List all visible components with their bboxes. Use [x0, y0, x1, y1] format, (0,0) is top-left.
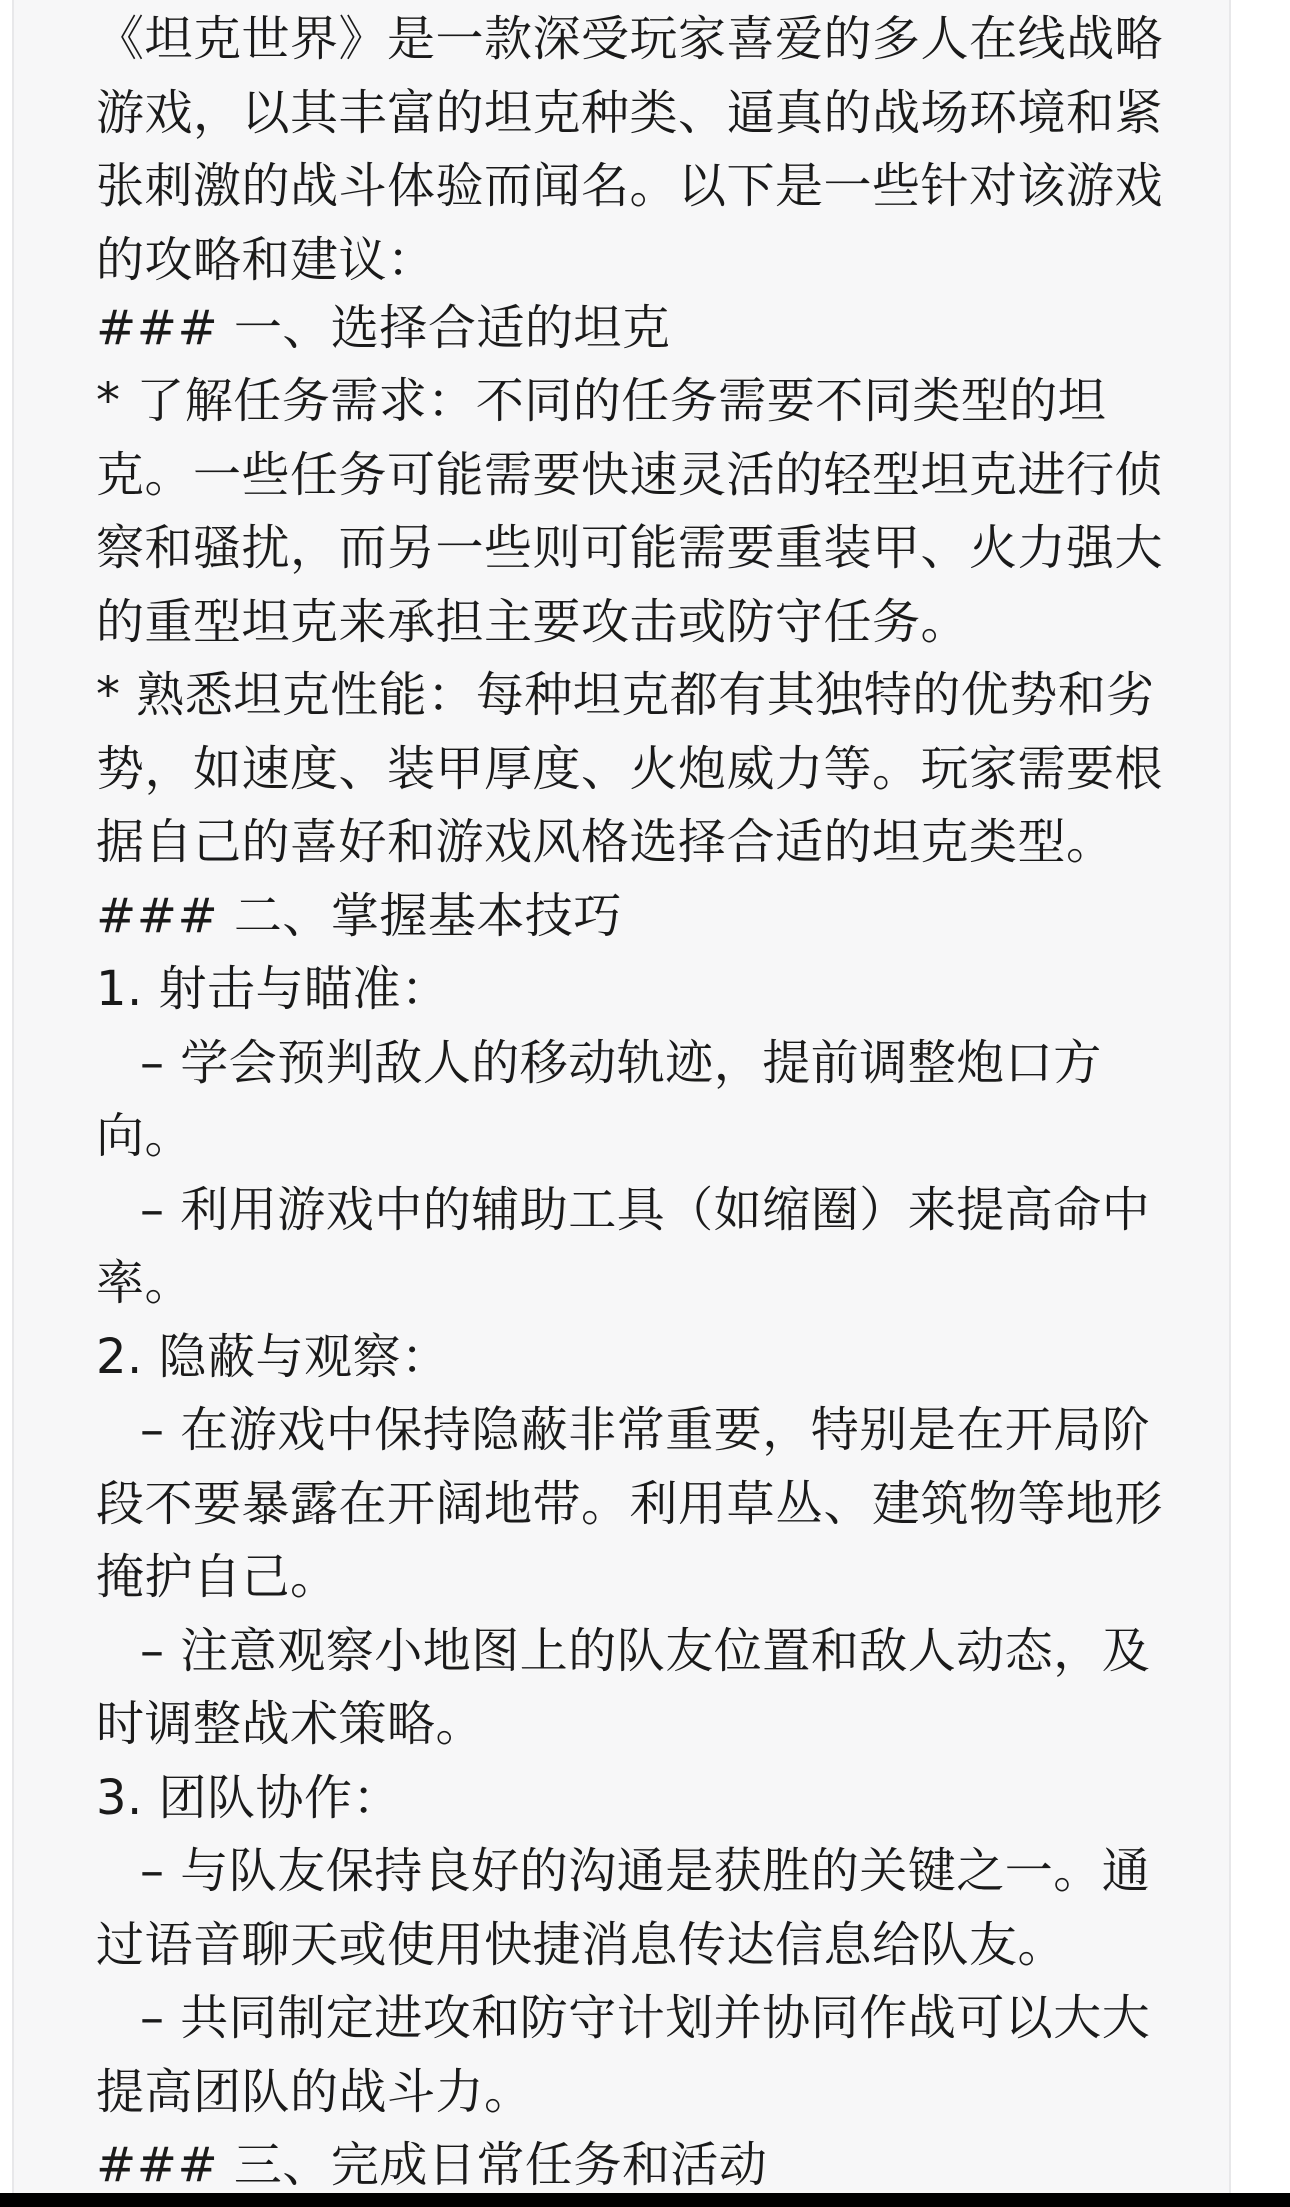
message-panel: [12, 0, 1231, 2193]
section-1-bullet-1-line-2: 克。一些任务可能需要快速灵活的轻型坦克进行侦: [96, 447, 1164, 503]
item-2-sub-1-line-3: 掩护自己。: [96, 1549, 339, 1605]
item-3-sub-2-line-1: – 共同制定进攻和防守计划并协同作战可以大大: [140, 1990, 1151, 2046]
section-1-heading: ### 一、选择合适的坦克: [96, 300, 671, 356]
intro-line-4: 的攻略和建议：: [96, 232, 436, 288]
item-2-sub-1-line-2: 段不要暴露在开阔地带。利用草丛、建筑物等地形: [96, 1476, 1164, 1532]
item-2-title: 2. 隐蔽与观察：: [96, 1329, 450, 1385]
item-2-sub-2-line-1: – 注意观察小地图上的队友位置和敌人动态，及: [140, 1623, 1151, 1679]
section-1-bullet-2-line-1: * 熟悉坦克性能：每种坦克都有其独特的优势和劣: [96, 667, 1155, 723]
section-1-bullet-1-line-1: * 了解任务需求：不同的任务需要不同类型的坦: [96, 373, 1107, 429]
item-3-sub-1-line-1: – 与队友保持良好的沟通是获胜的关键之一。通: [140, 1843, 1151, 1899]
intro-line-2: 游戏，以其丰富的坦克种类、逼真的战场环境和紧: [96, 85, 1164, 141]
item-1-sub-1-line-1: – 学会预判敌人的移动轨迹，提前调整炮口方: [140, 1035, 1102, 1091]
item-2-sub-1-line-1: – 在游戏中保持隐蔽非常重要，特别是在开局阶: [140, 1402, 1151, 1458]
section-1-bullet-2-line-3: 据自己的喜好和游戏风格选择合适的坦克类型。: [96, 814, 1115, 870]
bottom-edge-bar: [0, 2193, 1290, 2207]
item-1-title: 1. 射击与瞄准：: [96, 961, 450, 1017]
intro-line-3: 张刺激的战斗体验而闻名。以下是一些针对该游戏: [96, 158, 1164, 214]
section-1-bullet-1-line-4: 的重型坦克来承担主要攻击或防守任务。: [96, 594, 970, 650]
item-2-sub-2-line-2: 时调整战术策略。: [96, 1696, 485, 1752]
section-1-bullet-1-line-3: 察和骚扰，而另一些则可能需要重装甲、火力强大: [96, 520, 1164, 576]
section-1-bullet-2-line-2: 势，如速度、装甲厚度、火炮威力等。玩家需要根: [96, 741, 1164, 797]
item-1-sub-2-line-1: – 利用游戏中的辅助工具（如缩圈）来提高命中: [140, 1182, 1151, 1238]
item-3-sub-1-line-2: 过语音聊天或使用快捷消息传达信息给队友。: [96, 1917, 1067, 1973]
section-2-heading: ### 二、掌握基本技巧: [96, 888, 622, 944]
item-1-sub-1-line-2: 向。: [96, 1108, 194, 1164]
item-3-sub-2-line-2: 提高团队的战斗力。: [96, 2064, 533, 2120]
section-3-heading: ### 三、完成日常任务和活动: [96, 2137, 768, 2193]
intro-line-1: 《坦克世界》是一款深受玩家喜爱的多人在线战略: [96, 11, 1164, 67]
item-3-title: 3. 团队协作：: [96, 1770, 402, 1826]
item-1-sub-2-line-2: 率。: [96, 1255, 194, 1311]
